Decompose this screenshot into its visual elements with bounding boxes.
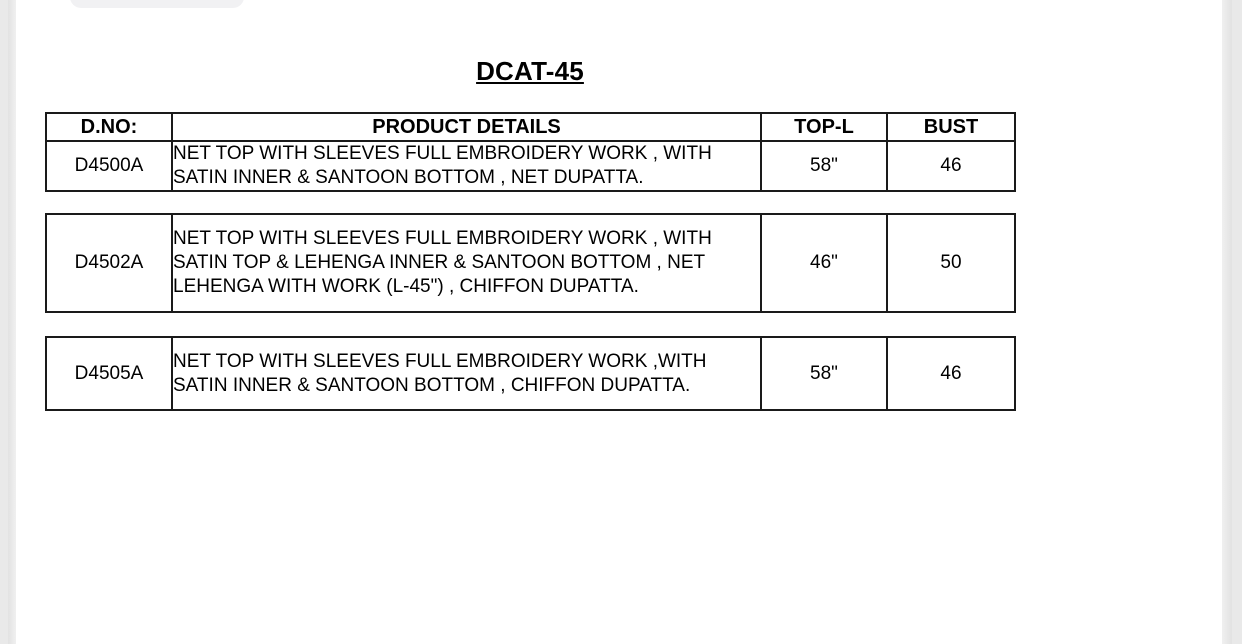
product-details-cell xyxy=(172,214,761,312)
page-left-shadow xyxy=(8,0,16,644)
top-length-cell: 58" xyxy=(761,141,887,191)
product-table-2 xyxy=(45,213,1016,313)
table-row xyxy=(46,141,1015,191)
header-dno: D.NO: xyxy=(46,113,172,141)
top-length-cell: 58" xyxy=(761,337,887,410)
header-product-details: PRODUCT DETAILS xyxy=(172,113,761,141)
bust-cell: 46 xyxy=(887,141,1015,191)
document-title: DCAT-45 xyxy=(476,56,584,86)
table-row xyxy=(46,337,1015,410)
table-header-row xyxy=(46,113,1015,141)
viewer-toolbar-pill[interactable] xyxy=(70,0,244,8)
details-line: NET TOP WITH SLEEVES FULL EMBROIDERY WORK ,WITH xyxy=(173,350,707,372)
details-line: NET TOP WITH SLEEVES FULL EMBROIDERY WORK , WITH xyxy=(173,228,712,249)
bust-cell: 50 xyxy=(887,214,1015,312)
document-page xyxy=(8,0,1232,644)
header-top-length: TOP-L xyxy=(761,113,887,141)
bust-cell: 46 xyxy=(887,337,1015,410)
product-details-cell xyxy=(172,337,761,410)
product-details-cell xyxy=(172,141,761,191)
design-number-cell: D4500A xyxy=(46,141,172,191)
details-line: LEHENGA WITH WORK (L-45") , CHIFFON DUPATTA. xyxy=(173,276,639,297)
product-table-3 xyxy=(45,336,1016,411)
details-line: NET TOP WITH SLEEVES FULL EMBROIDERY WORK , WITH xyxy=(173,143,712,164)
design-number-cell: D4505A xyxy=(46,337,172,410)
header-bust: BUST xyxy=(887,113,1015,141)
details-line: SATIN INNER & SANTOON BOTTOM , CHIFFON DUPATTA. xyxy=(173,374,691,396)
details-line: SATIN INNER & SANTOON BOTTOM , NET DUPATTA. xyxy=(173,167,644,188)
product-table-1 xyxy=(45,112,1016,192)
page-right-shadow xyxy=(1222,0,1232,644)
table-row xyxy=(46,214,1015,312)
details-line: SATIN TOP & LEHENGA INNER & SANTOON BOTTOM , NET xyxy=(173,252,706,273)
design-number-cell: D4502A xyxy=(46,214,172,312)
top-length-cell: 46" xyxy=(761,214,887,312)
